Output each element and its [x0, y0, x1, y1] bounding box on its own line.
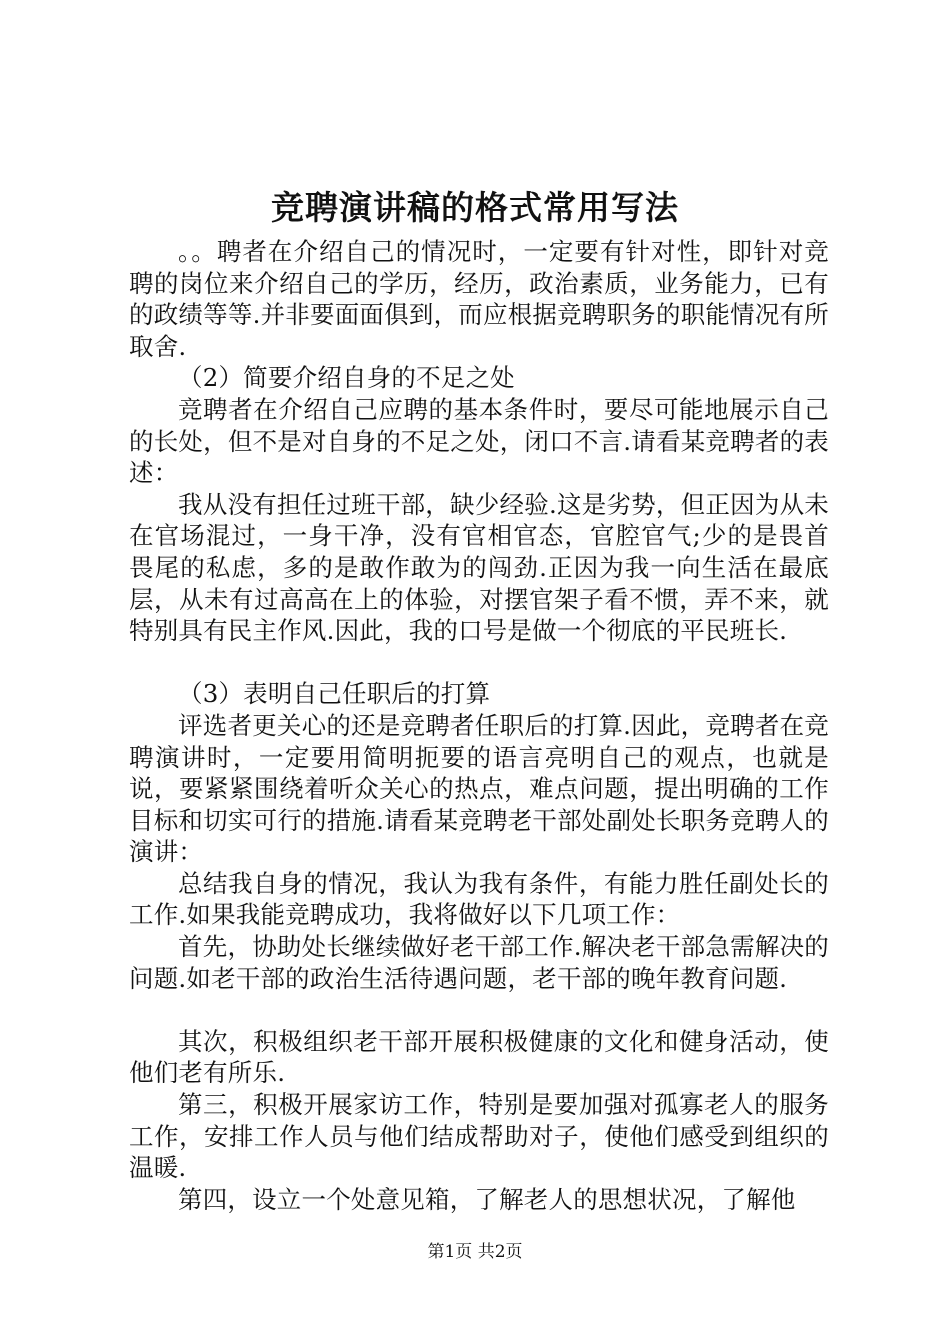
paragraph-first: 首先，协助处长继续做好老干部工作.解决老干部急需解决的问题.如老干部的政治生活待遇问题，老干部的晚年教育问题. — [129, 932, 829, 993]
paragraph-second: 其次，积极组织老干部开展积极健康的文化和健身活动，使他们老有所乐. — [129, 1026, 829, 1088]
paragraph-third: 第三，积极开展家访工作，特别是要加强对孤寡老人的服务工作，安排工作人员与他们结成帮助对子，使他们感受到组织的温暖. — [129, 1090, 829, 1183]
section-heading-2: （2）简要介绍自身的不足之处 — [178, 363, 515, 393]
paragraph-spacer — [129, 647, 829, 679]
paragraph-summary: 总结我自身的情况，我认为我有条件，有能力胜任副处长的工作.如果我能竞聘成功，我将做好以下几项工作： — [129, 868, 829, 930]
document-body — [129, 236, 829, 1215]
paragraph-spacer — [129, 994, 829, 1026]
document-title: 竞聘演讲稿的格式常用写法 — [271, 188, 679, 227]
section-heading-3: （3）表明自己任职后的打算 — [178, 679, 491, 709]
paragraph-weakness-example: 我从没有担任过班干部，缺少经验.这是劣势，但正因为从未在官场混过，一身干净，没有官相官态，官腔官气;少的是畏首畏尾的私虑，多的是敢作敢为的闯劲.正因为我一向生活在最底层，从未有过高高在上的体验，对摆官架子看不惯，弄不来，就特别具有民主作风.因此，我的口号是做一个彻底的平民班长. — [129, 489, 829, 646]
page-number-footer: 第1页 共2页 — [427, 1242, 523, 1262]
paragraph-fourth: 第四，设立一个处意见箱，了解老人的思想状况，了解他 — [178, 1184, 796, 1214]
paragraph-intro: 。。聘者在介绍自己的情况时，一定要有针对性，即针对竞聘的岗位来介绍自己的学历，经历，政治素质，业务能力，已有的政绩等等.并非要面面俱到，而应根据竞聘职务的职能情况有所取舍. — [129, 237, 829, 361]
paragraph-plan-intro: 评选者更关心的还是竞聘者任职后的打算.因此，竞聘者在竞聘演讲时，一定要用简明扼要的语言亮明自己的观点，也就是说，要紧紧围绕着听众关心的热点，难点问题，提出明确的工作目标和切实可行的措施.请看某竞聘老干部处副处长职务竞聘人的演讲： — [129, 710, 829, 867]
paragraph-weakness-intro: 竞聘者在介绍自己应聘的基本条件时，要尽可能地展示自己的长处，但不是对自身的不足之处，闭口不言.请看某竞聘者的表述： — [129, 394, 829, 488]
